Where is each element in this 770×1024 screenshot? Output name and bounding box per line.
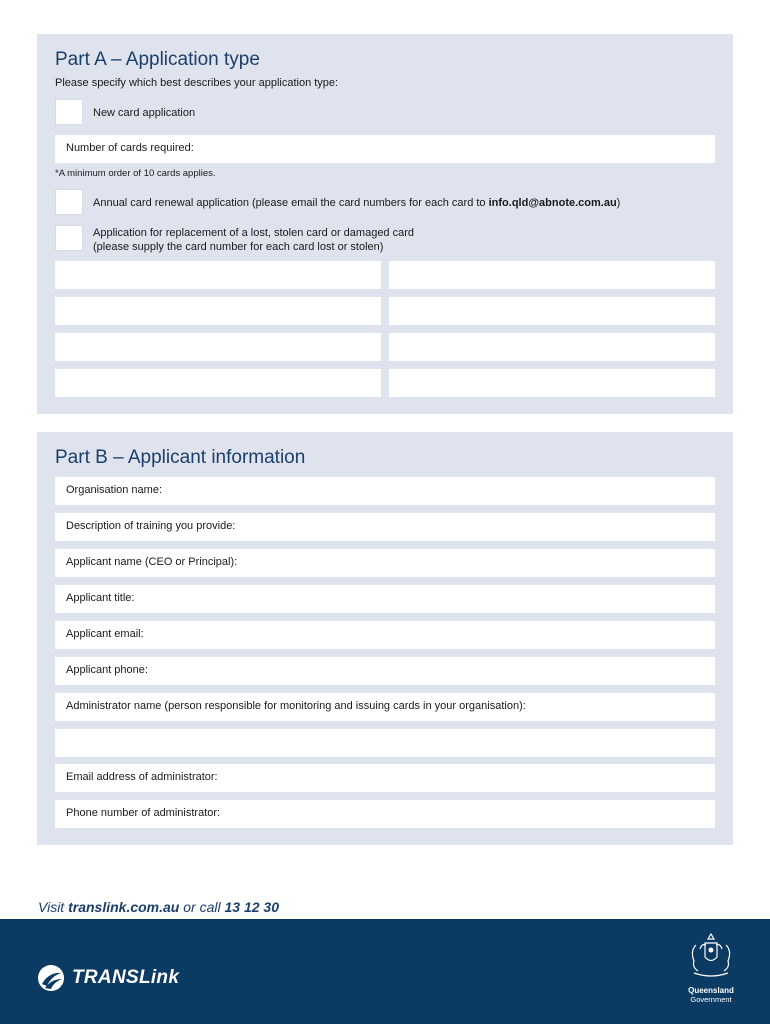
administrator-phone-field[interactable] (55, 800, 715, 828)
applicant-phone-field[interactable] (55, 657, 715, 685)
renewal-checkbox[interactable] (55, 189, 83, 215)
organisation-name-field[interactable] (55, 477, 715, 505)
minimum-order-note: *A minimum order of 10 cards applies. (55, 168, 216, 179)
footer-bar (0, 919, 770, 1024)
card-number-field[interactable] (55, 369, 381, 397)
card-number-field[interactable] (55, 297, 381, 325)
field-label: Organisation name: (66, 484, 162, 496)
queensland-government-logo (680, 931, 742, 1004)
number-of-cards-field[interactable] (55, 135, 715, 163)
field-label: Phone number of administrator: (66, 807, 221, 819)
renewal-email: info.qld@abnote.com.au (488, 197, 617, 209)
new-card-checkbox[interactable] (55, 99, 83, 125)
field-label: Administrator name (person responsible for monitoring and issuing cards in your organisation): (66, 700, 526, 712)
card-number-field[interactable] (55, 333, 381, 361)
card-number-field[interactable] (389, 261, 715, 289)
administrator-name-field[interactable] (55, 693, 715, 721)
government-name: Queensland (688, 986, 734, 995)
translink-swoosh-icon (36, 964, 66, 992)
coat-of-arms-icon (682, 931, 740, 981)
card-number-field[interactable] (389, 333, 715, 361)
part-a-instruction: Please specify which best describes your application type: (55, 77, 339, 89)
training-description-field[interactable] (55, 513, 715, 541)
replacement-label: Application for replacement of a lost, stolen card or damaged card (please supply the card number for each card lost or stolen) (93, 227, 415, 253)
replacement-checkbox[interactable] (55, 225, 83, 251)
card-number-field[interactable] (389, 297, 715, 325)
new-card-label: New card application (93, 107, 196, 119)
field-label: Description of training you provide: (66, 520, 236, 532)
number-of-cards-label: Number of cards required: (66, 142, 194, 154)
part-a-title: Part A – Application type (55, 49, 260, 70)
administrator-email-field[interactable] (55, 764, 715, 792)
website-link[interactable]: translink.com.au (68, 899, 180, 915)
field-label: Applicant title: (66, 592, 135, 604)
field-label: Applicant email: (66, 628, 144, 640)
applicant-name-field[interactable] (55, 549, 715, 577)
applicant-email-field[interactable] (55, 621, 715, 649)
administrator-name-continuation-field[interactable] (55, 729, 715, 757)
part-a-panel (37, 34, 733, 414)
field-label: Applicant name (CEO or Principal): (66, 556, 238, 568)
phone-number: 13 12 30 (224, 899, 279, 915)
card-number-field[interactable] (55, 261, 381, 289)
translink-logo (36, 964, 179, 992)
applicant-title-field[interactable] (55, 585, 715, 613)
part-b-panel (37, 432, 733, 845)
card-number-field[interactable] (389, 369, 715, 397)
part-b-title: Part B – Applicant information (55, 447, 306, 468)
government-label: Government (690, 995, 732, 1004)
field-label: Applicant phone: (66, 664, 148, 676)
brand-name: TRANSLink (72, 967, 180, 988)
visit-line: Visit translink.com.au or call 13 12 30 (38, 899, 279, 915)
renewal-label: Annual card renewal application (please email the card numbers for each card to info.qld@abnote.com.au) (93, 197, 621, 209)
field-label: Email address of administrator: (66, 771, 218, 783)
